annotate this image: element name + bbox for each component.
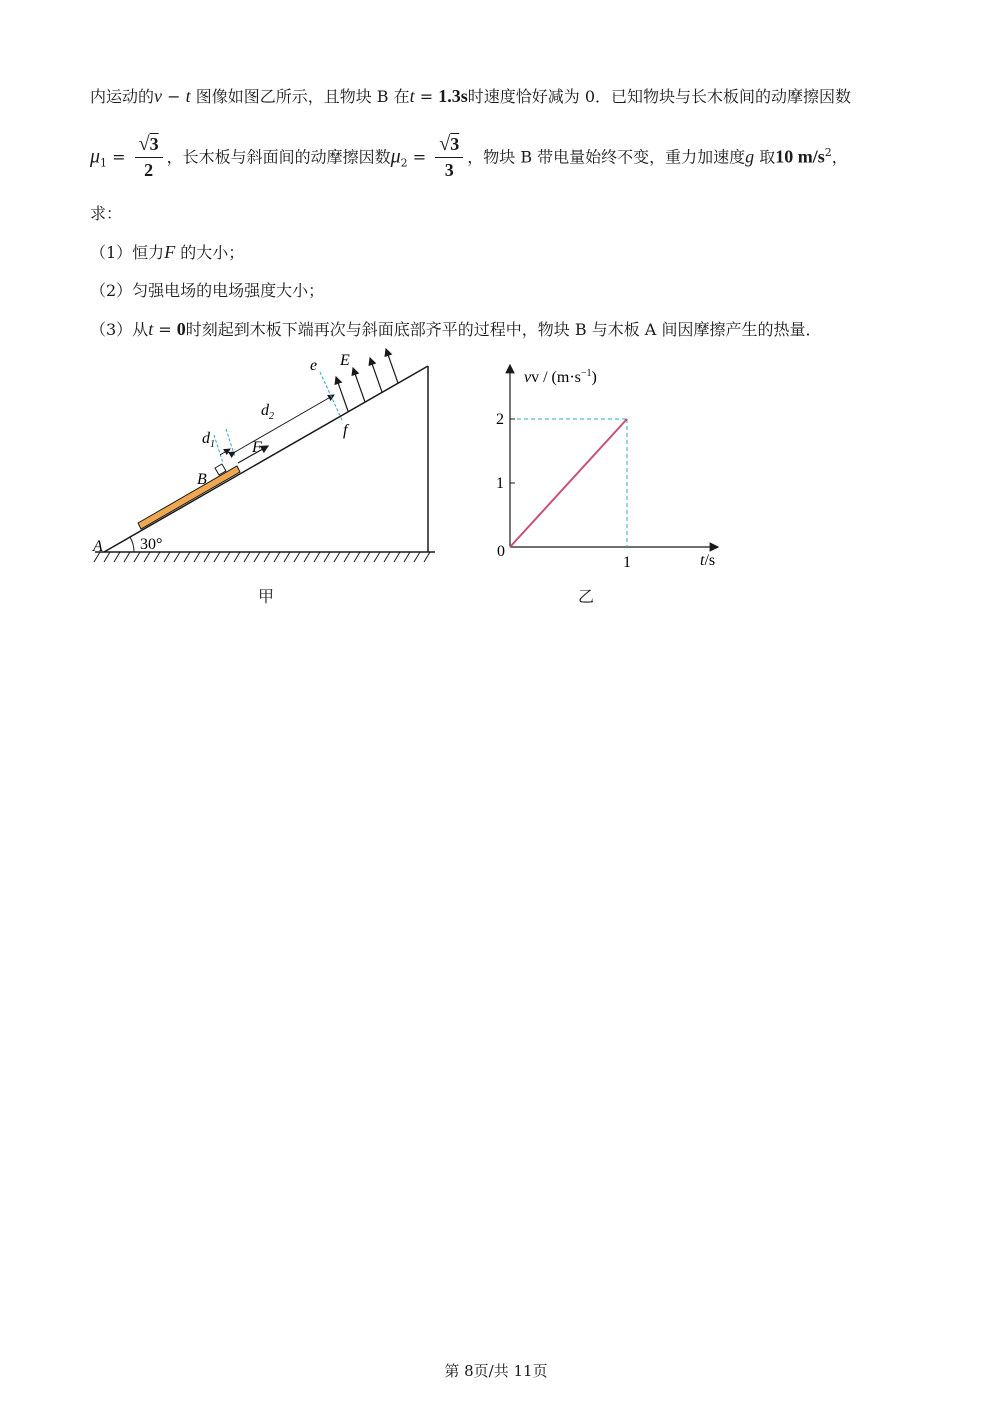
text-span: 求： bbox=[90, 204, 123, 223]
x-axis-label: t/s bbox=[700, 552, 716, 569]
x-tick-label: 1 bbox=[623, 554, 631, 571]
paragraph-line-3 bbox=[90, 202, 122, 226]
var-t: t bbox=[409, 86, 415, 106]
series-line-vt bbox=[510, 419, 627, 547]
label-F: F bbox=[252, 439, 262, 456]
frac1-numerator: 3 bbox=[149, 134, 159, 155]
var-g: g bbox=[745, 146, 755, 167]
d2-arrow bbox=[235, 395, 334, 452]
label-d2: $d_2$ bbox=[261, 402, 274, 422]
label-d1: $d_1$ bbox=[202, 430, 215, 450]
label-B: B bbox=[197, 471, 207, 488]
var-t: t bbox=[148, 319, 154, 339]
text-span: ，物块 B 带电量始终不变，重力加速度 bbox=[467, 147, 746, 167]
paragraph-line-2 bbox=[90, 128, 848, 189]
minus-sign: − bbox=[162, 87, 186, 106]
text-span: 时刻起到木板下端再次与斜面底部齐平的过程中，物块 B 与木板 A 间因摩擦产生的热量． bbox=[185, 320, 822, 339]
text-span: ， bbox=[831, 147, 848, 167]
angle-arc bbox=[130, 537, 134, 552]
ground-hatching bbox=[94, 552, 430, 562]
equals-sign: = bbox=[153, 320, 177, 339]
d1-dashed-right bbox=[226, 429, 235, 457]
mu-symbol: μ bbox=[390, 145, 401, 168]
text-span: 取 bbox=[754, 147, 776, 167]
mu-symbol: μ bbox=[90, 145, 101, 168]
var-F: F bbox=[164, 242, 176, 262]
text-span: 内运动的 bbox=[90, 87, 155, 106]
caption-jia: 甲 bbox=[258, 587, 275, 606]
frac1-denominator: 2 bbox=[144, 160, 154, 181]
label-e: e bbox=[310, 357, 318, 374]
label-A: A bbox=[93, 538, 103, 555]
question-3 bbox=[90, 317, 821, 342]
frac2-numerator: 3 bbox=[450, 134, 460, 155]
question-2 bbox=[90, 279, 324, 303]
figure-yi-vt-graph bbox=[490, 360, 740, 580]
y-tick-label: 1 bbox=[496, 475, 504, 492]
y-axis-label: vv / $(m\cdot s^{-1})$ bbox=[524, 368, 597, 386]
text-span: （3）从 bbox=[90, 320, 149, 339]
e-boundary-dashed bbox=[320, 372, 342, 420]
text-span: 时速度恰好减为 0．已知物块与长木板间的动摩擦因数 bbox=[467, 87, 852, 106]
gravity-value: 10 m/s bbox=[775, 146, 825, 167]
text-span: 图像如图乙所示，且物块 B 在 bbox=[190, 87, 410, 106]
d1-dashed-left bbox=[214, 435, 223, 463]
text-span: 的大小； bbox=[175, 243, 245, 262]
mu2-subscript: 2 bbox=[400, 156, 408, 170]
text-span: （1）恒力 bbox=[90, 243, 165, 262]
figure-jia-diagram bbox=[80, 345, 450, 575]
label-E: E bbox=[340, 352, 350, 369]
incline-surface bbox=[104, 366, 428, 552]
var-t: t bbox=[185, 86, 191, 106]
gravity-exponent: 2 bbox=[824, 146, 832, 159]
equals-sign: = bbox=[414, 87, 439, 106]
paragraph-line-1 bbox=[90, 84, 851, 109]
time-value: 1.3s bbox=[438, 86, 468, 106]
label-f: f bbox=[343, 422, 348, 439]
equals-sign: = bbox=[107, 147, 131, 167]
page-footer: 第 8页/共 11页 bbox=[444, 1362, 548, 1380]
text-span: ，长木板与斜面间的动摩擦因数 bbox=[166, 147, 391, 167]
y-tick-label: 2 bbox=[496, 411, 504, 428]
equals-sign: = bbox=[407, 147, 432, 167]
caption-yi: 乙 bbox=[578, 587, 595, 606]
angle-label: 30° bbox=[140, 536, 163, 553]
fraction-mu2: $\frac{√3}{3}$ bbox=[435, 133, 463, 182]
d1-arrow bbox=[220, 449, 230, 455]
frac2-denominator: 3 bbox=[444, 160, 454, 181]
fraction-mu1: $\frac{√3}{2}$ bbox=[135, 133, 163, 182]
var-v: v bbox=[154, 86, 163, 106]
origin-label: 0 bbox=[497, 543, 505, 560]
text-span: （2）匀强电场的电场强度大小； bbox=[90, 281, 325, 300]
wooden-board bbox=[138, 466, 240, 529]
mu1-subscript: 1 bbox=[100, 156, 108, 170]
question-1 bbox=[90, 240, 244, 265]
time-zero: 0 bbox=[176, 319, 186, 339]
